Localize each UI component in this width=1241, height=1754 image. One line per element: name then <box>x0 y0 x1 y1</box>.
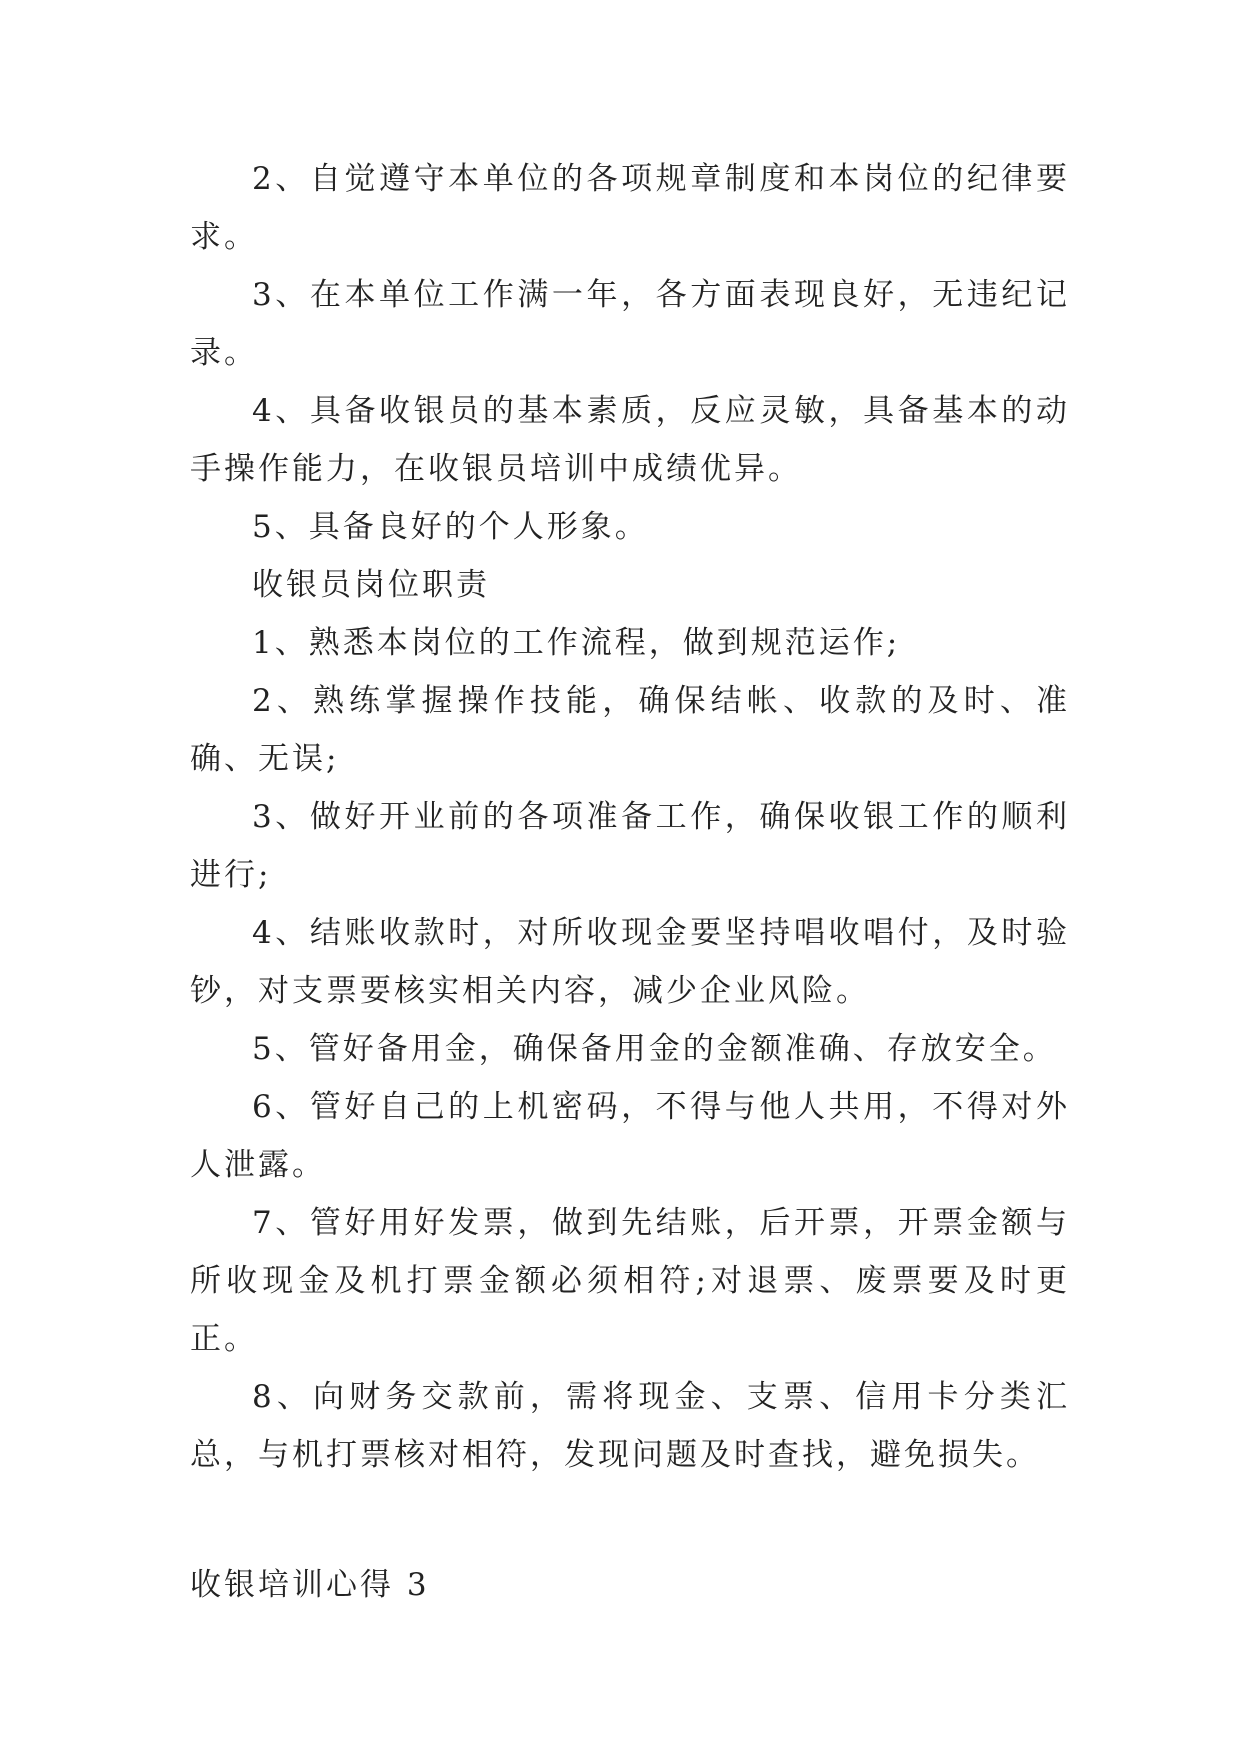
document-body <box>190 150 1070 1614</box>
section-title: 收银培训心得 3 <box>190 1567 430 1603</box>
duty-item: 5、管好备用金，确保备用金的金额准确、存放安全。 <box>252 1031 1057 1067</box>
paragraph: 5、具备良好的个人形象。 <box>252 509 649 545</box>
paragraph: 2、自觉遵守本单位的各项规章制度和本岗位的纪律要求。 <box>190 161 1070 255</box>
duty-item: 2、熟练掌握操作技能，确保结帐、收款的及时、准确、无误; <box>190 683 1070 777</box>
duty-item: 3、做好开业前的各项准备工作，确保收银工作的顺利进行; <box>190 799 1070 893</box>
paragraph: 4、具备收银员的基本素质，反应灵敏，具备基本的动手操作能力，在收银员培训中成绩优异。 <box>190 393 1070 487</box>
duty-item: 7、管好用好发票，做到先结账，后开票，开票金额与所收现金及机打票金额必须相符;对退票、废票要及时更正。 <box>190 1205 1070 1357</box>
duties-heading: 收银员岗位职责 <box>252 567 490 603</box>
duty-item: 1、熟悉本岗位的工作流程，做到规范运作; <box>252 625 901 661</box>
duty-item: 6、管好自己的上机密码，不得与他人共用，不得对外人泄露。 <box>190 1089 1070 1183</box>
duty-item: 8、向财务交款前，需将现金、支票、信用卡分类汇总，与机打票核对相符，发现问题及时查找，避免损失。 <box>190 1379 1070 1473</box>
duty-item: 4、结账收款时，对所收现金要坚持唱收唱付，及时验钞，对支票要核实相关内容，减少企业风险。 <box>190 915 1070 1009</box>
paragraph: 3、在本单位工作满一年，各方面表现良好，无违纪记录。 <box>190 277 1070 371</box>
